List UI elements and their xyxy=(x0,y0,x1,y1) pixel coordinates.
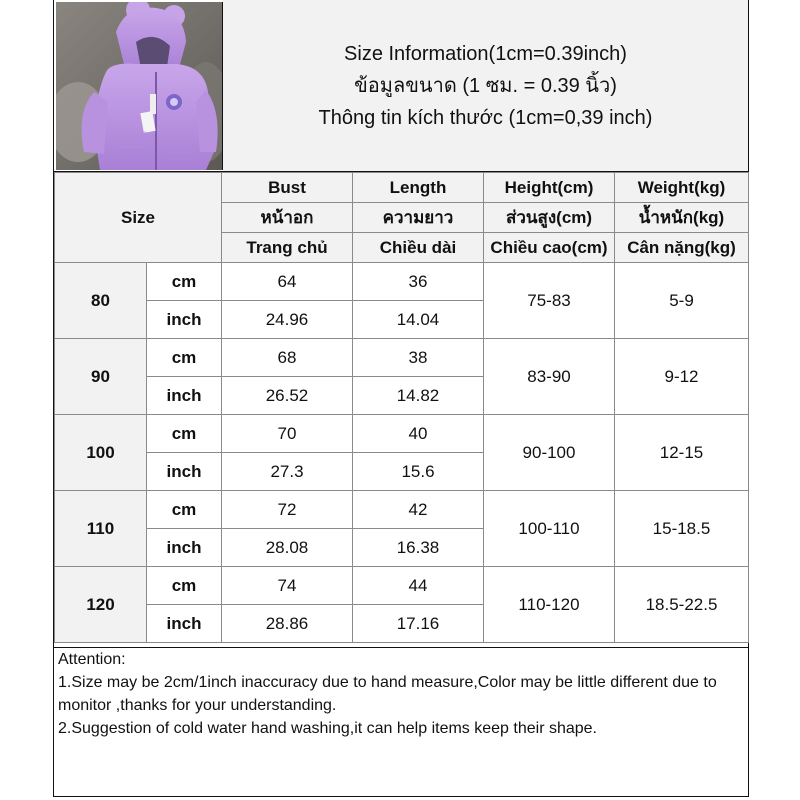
table-row xyxy=(55,491,749,529)
column-header-bust: Bust xyxy=(222,173,353,203)
chart-header xyxy=(54,0,748,172)
column-header-length-thai: ความยาว xyxy=(353,203,484,233)
column-header-height: Height(cm) xyxy=(484,173,615,203)
column-header-bust-vietnamese: Trang chủ xyxy=(222,233,353,263)
bust-inch-value: 27.3 xyxy=(222,453,353,491)
length-cm-value: 44 xyxy=(353,567,484,605)
column-header-length: Length xyxy=(353,173,484,203)
bust-cm-value: 64 xyxy=(222,263,353,301)
table-row xyxy=(55,567,749,605)
bust-inch-value: 26.52 xyxy=(222,377,353,415)
height-value: 110-120 xyxy=(484,567,615,643)
unit-cm-label: cm xyxy=(147,491,222,529)
column-header-length-vietnamese: Chiều dài xyxy=(353,233,484,263)
unit-inch-label: inch xyxy=(147,301,222,339)
attention-notes xyxy=(54,647,748,796)
length-inch-value: 15.6 xyxy=(353,453,484,491)
column-header-weight-vietnamese: Cân nặng(kg) xyxy=(615,233,749,263)
size-header: Size xyxy=(55,173,222,263)
size-table xyxy=(54,172,749,643)
height-value: 90-100 xyxy=(484,415,615,491)
size-info-vietnamese: Thông tin kích thước (1cm=0,39 inch) xyxy=(318,106,653,129)
bust-cm-value: 68 xyxy=(222,339,353,377)
column-header-weight-thai: น้ำหนัก(kg) xyxy=(615,203,749,233)
unit-cm-label: cm xyxy=(147,263,222,301)
weight-value: 15-18.5 xyxy=(615,491,749,567)
unit-inch-label: inch xyxy=(147,453,222,491)
length-inch-value: 17.16 xyxy=(353,605,484,643)
bust-inch-value: 28.08 xyxy=(222,529,353,567)
weight-value: 18.5-22.5 xyxy=(615,567,749,643)
length-inch-value: 16.38 xyxy=(353,529,484,567)
table-row xyxy=(55,415,749,453)
unit-inch-label: inch xyxy=(147,377,222,415)
unit-cm-label: cm xyxy=(147,415,222,453)
size-info-thai: ข้อมูลขนาด (1 ซม. = 0.39 นิ้ว) xyxy=(354,74,617,97)
size-value: 120 xyxy=(55,567,147,643)
weight-value: 5-9 xyxy=(615,263,749,339)
length-cm-value: 40 xyxy=(353,415,484,453)
hoodie-image xyxy=(56,2,222,170)
header-row-english xyxy=(55,173,749,203)
unit-inch-label: inch xyxy=(147,529,222,567)
weight-value: 12-15 xyxy=(615,415,749,491)
unit-cm-label: cm xyxy=(147,567,222,605)
bust-cm-value: 72 xyxy=(222,491,353,529)
column-header-bust-thai: หน้าอก xyxy=(222,203,353,233)
column-header-weight: Weight(kg) xyxy=(615,173,749,203)
unit-inch-label: inch xyxy=(147,605,222,643)
bust-inch-value: 24.96 xyxy=(222,301,353,339)
size-value: 100 xyxy=(55,415,147,491)
height-value: 75-83 xyxy=(484,263,615,339)
size-value: 80 xyxy=(55,263,147,339)
size-info-panel xyxy=(223,0,748,171)
weight-value: 9-12 xyxy=(615,339,749,415)
length-inch-value: 14.04 xyxy=(353,301,484,339)
size-chart xyxy=(53,0,749,797)
column-header-height-vietnamese: Chiều cao(cm) xyxy=(484,233,615,263)
length-inch-value: 14.82 xyxy=(353,377,484,415)
attention-note-1: 1.Size may be 2cm/1inch inaccuracy due to hand measure,Color may be little different due to monitor ,thanks for your understanding. xyxy=(58,674,717,714)
bust-inch-value: 28.86 xyxy=(222,605,353,643)
attention-note-2: 2.Suggestion of cold water hand washing,it can help items keep their shape. xyxy=(58,720,597,737)
height-value: 100-110 xyxy=(484,491,615,567)
length-cm-value: 42 xyxy=(353,491,484,529)
product-photo xyxy=(56,2,223,170)
bust-cm-value: 74 xyxy=(222,567,353,605)
unit-cm-label: cm xyxy=(147,339,222,377)
size-value: 110 xyxy=(55,491,147,567)
bust-cm-value: 70 xyxy=(222,415,353,453)
column-header-height-thai: ส่วนสูง(cm) xyxy=(484,203,615,233)
length-cm-value: 38 xyxy=(353,339,484,377)
size-value: 90 xyxy=(55,339,147,415)
height-value: 83-90 xyxy=(484,339,615,415)
size-info-english: Size Information(1cm=0.39inch) xyxy=(344,42,627,65)
table-row xyxy=(55,339,749,377)
length-cm-value: 36 xyxy=(353,263,484,301)
attention-title: Attention: xyxy=(58,651,126,668)
table-row xyxy=(55,263,749,301)
